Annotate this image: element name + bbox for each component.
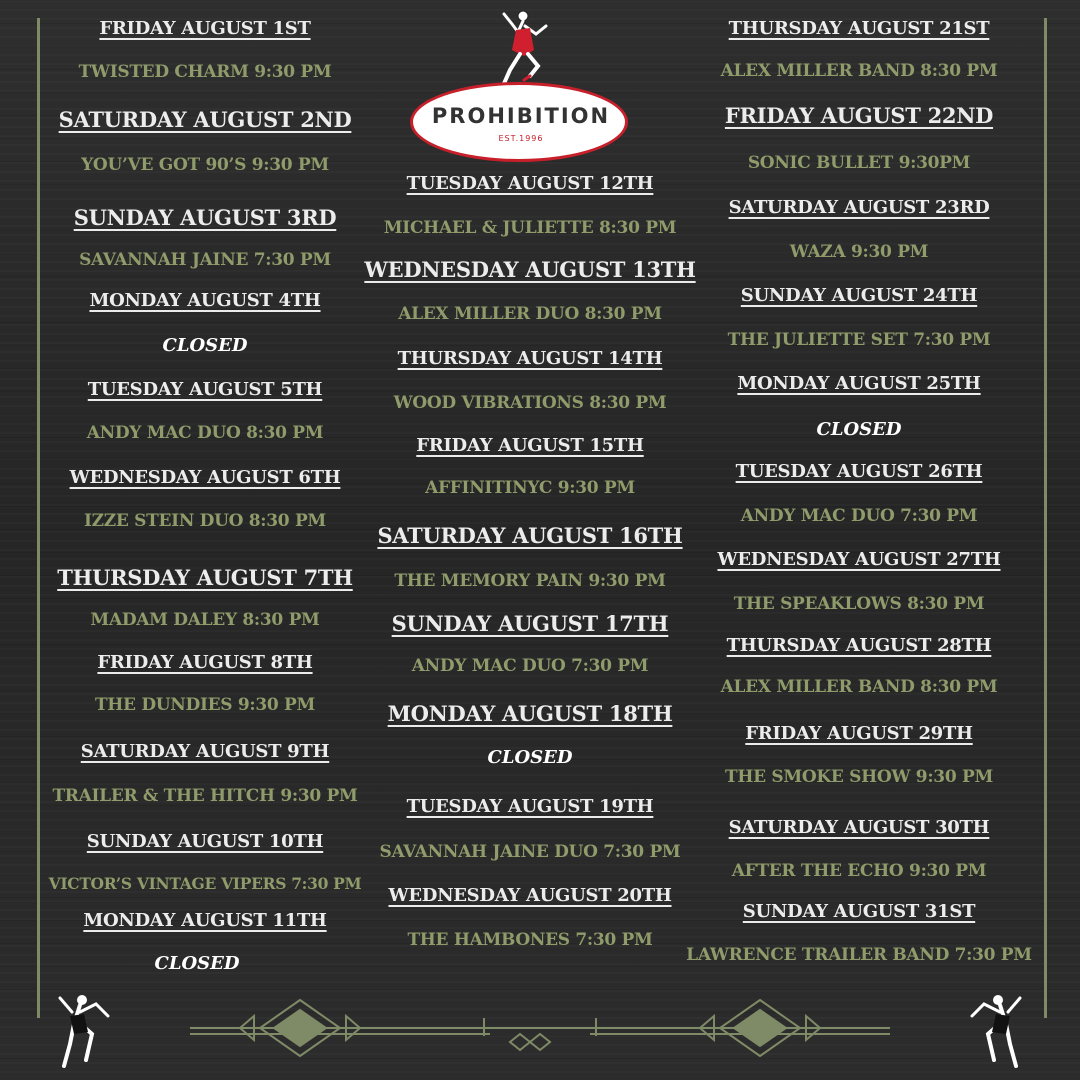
act-listing: ALEX MILLER BAND 8:30 PM [720,677,998,697]
act-listing: SAVANNAH JAINE 7:30 PM [79,250,331,270]
act-listing: MADAM DALEY 8:30 PM [90,610,320,630]
date-heading: TUESDAY AUGUST 5TH [87,379,323,400]
date-heading: SATURDAY AUGUST 9TH [80,741,330,762]
act-listing: SAVANNAH JAINE DUO 7:30 PM [379,842,681,862]
date-heading: SUNDAY AUGUST 24TH [740,285,978,306]
art-deco-ornament-icon [0,990,1080,1080]
act-listing: SONIC BULLET 9:30PM [747,153,971,173]
date-heading: SATURDAY AUGUST 2ND [58,107,352,132]
date-heading: THURSDAY AUGUST 21ST [728,18,990,39]
frame-line-left [37,18,40,1018]
date-heading: FRIDAY AUGUST 8TH [97,652,313,673]
closed-label: CLOSED [154,953,240,974]
date-heading: SUNDAY AUGUST 3RD [73,205,337,230]
date-heading: SATURDAY AUGUST 16TH [377,523,683,548]
act-listing: ALEX MILLER BAND 8:30 PM [720,61,998,81]
schedule-column-2 [360,0,700,1080]
date-heading: THURSDAY AUGUST 14TH [397,348,663,369]
date-heading: WEDNESDAY AUGUST 20TH [388,885,672,906]
date-heading: TUESDAY AUGUST 19TH [406,796,654,817]
date-heading: MONDAY AUGUST 11TH [83,910,327,931]
date-heading: THURSDAY AUGUST 7TH [57,565,353,590]
closed-label: CLOSED [162,335,248,356]
act-listing: ANDY MAC DUO 8:30 PM [86,423,324,443]
act-listing: AFTER THE ECHO 9:30 PM [731,861,987,881]
date-heading: SUNDAY AUGUST 31ST [742,901,976,922]
act-listing: IZZE STEIN DUO 8:30 PM [84,511,326,531]
act-listing: THE SMOKE SHOW 9:30 PM [725,767,993,787]
brand-name: PROHIBITION [431,104,611,128]
act-listing: AFFINITINYC 9:30 PM [425,478,635,498]
date-heading: WEDNESDAY AUGUST 27TH [717,549,1001,570]
act-listing: WOOD VIBRATIONS 8:30 PM [393,393,667,413]
schedule-column-1 [44,0,366,1080]
date-heading: WEDNESDAY AUGUST 6TH [69,467,341,488]
date-heading: SATURDAY AUGUST 30TH [728,817,990,838]
act-listing: TRAILER & THE HITCH 9:30 PM [52,786,358,806]
schedule-column-3 [674,0,1044,1080]
date-heading: FRIDAY AUGUST 29TH [745,723,973,744]
act-listing: WAZA 9:30 PM [789,242,929,262]
date-heading: WEDNESDAY AUGUST 13TH [364,257,696,282]
act-listing: THE HAMBONES 7:30 PM [407,930,653,950]
act-listing: THE DUNDIES 9:30 PM [94,695,316,715]
date-heading: TUESDAY AUGUST 12TH [406,173,654,194]
act-listing: ANDY MAC DUO 7:30 PM [411,656,649,676]
date-heading: SUNDAY AUGUST 10TH [86,831,324,852]
date-heading: MONDAY AUGUST 18TH [387,701,673,726]
date-heading: SUNDAY AUGUST 17TH [391,611,669,636]
act-listing: TWISTED CHARM 9:30 PM [78,62,332,82]
act-listing: YOU’VE GOT 90’S 9:30 PM [81,155,329,175]
date-heading: FRIDAY AUGUST 1ST [99,18,311,39]
date-heading: THURSDAY AUGUST 28TH [726,635,992,656]
act-listing: THE MEMORY PAIN 9:30 PM [394,571,666,591]
act-listing: MICHAEL & JULIETTE 8:30 PM [383,218,677,238]
date-heading: MONDAY AUGUST 4TH [89,290,321,311]
act-listing: VICTOR’S VINTAGE VIPERS 7:30 PM [48,874,362,893]
act-listing: ALEX MILLER DUO 8:30 PM [398,304,662,324]
date-heading: FRIDAY AUGUST 22ND [724,103,994,128]
act-listing: LAWRENCE TRAILER BAND 7:30 PM [686,945,1032,965]
dancer-icon [60,995,108,1066]
date-heading: MONDAY AUGUST 25TH [737,373,981,394]
closed-label: CLOSED [487,747,573,768]
act-listing: THE JULIETTE SET 7:30 PM [727,330,991,350]
act-listing: ANDY MAC DUO 7:30 PM [740,506,978,526]
date-heading: TUESDAY AUGUST 26TH [735,461,983,482]
dancer-icon [972,995,1020,1066]
frame-line-right [1044,18,1047,1018]
brand-established: EST.1996 [498,134,544,143]
act-listing: THE SPEAKLOWS 8:30 PM [733,594,985,614]
closed-label: CLOSED [816,419,902,440]
date-heading: SATURDAY AUGUST 23RD [728,197,990,218]
date-heading: FRIDAY AUGUST 15TH [416,435,644,456]
